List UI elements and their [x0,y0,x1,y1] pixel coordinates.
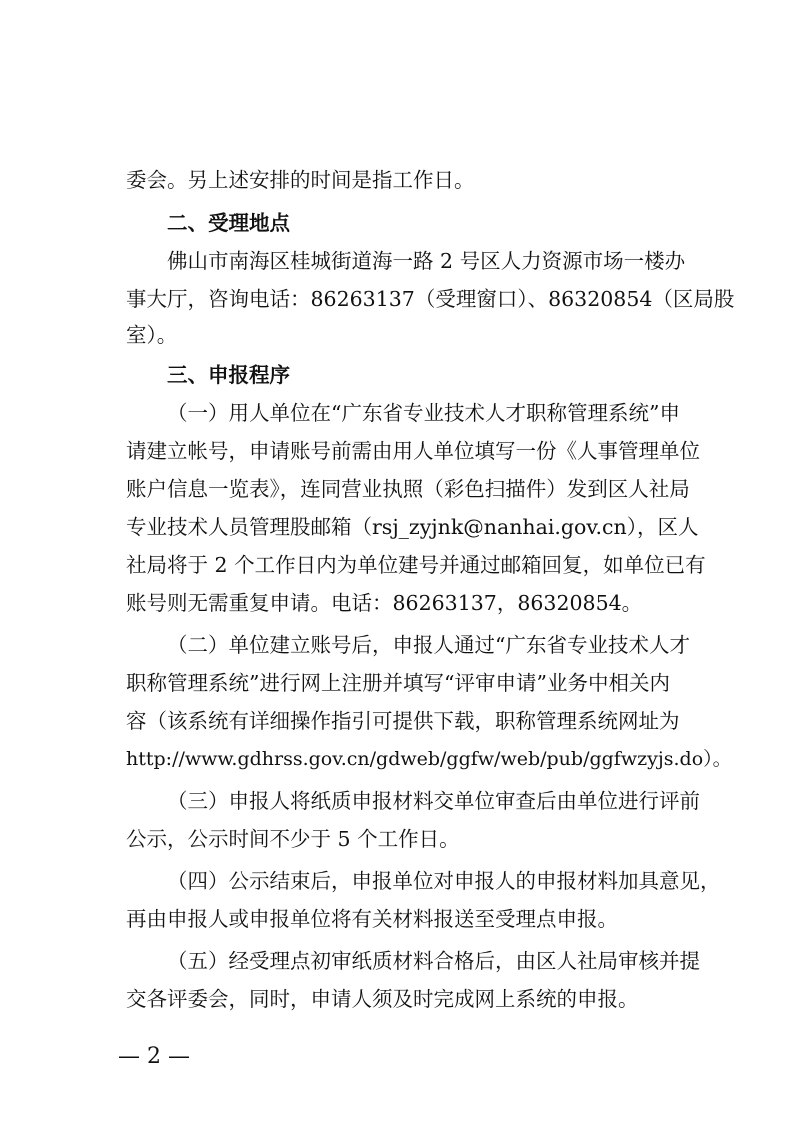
paragraph-line-phone: 账号则无需重复申请。电话：86263137，86320854。 [126,591,643,615]
paragraph-line: 容（该系统有详细操作指引可提供下载，职称管理系统网址为 [126,709,680,733]
section-heading-location: 二、受理地点 [167,211,290,235]
paragraph-line: （五）经受理点初审纸质材料合格后，由区人社局审核并提 [167,949,700,973]
section-heading-procedure: 三、申报程序 [167,363,290,387]
paragraph-line: （三）申报人将纸质申报材料交单位审查后由单位进行评前 [167,789,700,813]
paragraph-line-email: 专业技术人员管理股邮箱（rsj_zyjnk@nanhai.gov.cn），区人 [126,515,699,539]
paragraph-line: 职称管理系统”进行网上注册并填写“评审申请”业务中相关内 [126,671,670,695]
paragraph-line: 再由申报人或申报单位将有关材料报送至受理点申报。 [126,907,618,931]
paragraph-line: 委会。另上述安排的时间是指工作日。 [126,168,475,192]
paragraph-line: （二）单位建立账号后，申报人通过“广东省专业技术人才 [167,633,690,657]
paragraph-line: 公示，公示时间不少于 5 个工作日。 [126,827,460,851]
page-number: — 2 — [118,1044,190,1069]
paragraph-line: 佛山市南海区桂城街道海一路 2 号区人力资源市场一楼办 [167,249,686,273]
paragraph-line: 账户信息一览表》，连同营业执照（彩色扫描件）发到区人社局 [126,477,690,501]
paragraph-line: 交各评委会，同时，申请人须及时完成网上系统的申报。 [126,987,639,1011]
paragraph-line: 请建立帐号，申请账号前需由用人单位填写一份《人事管理单位 [126,439,700,463]
paragraph-line: （一）用人单位在“广东省专业技术人才职称管理系统”申 [167,401,680,425]
paragraph-line: 室）。 [126,323,178,347]
paragraph-line: 社局将于 2 个工作日内为单位建号并通过邮箱回复，如单位已有 [126,553,706,577]
paragraph-line: 事大厅，咨询电话：86263137（受理窗口）、86320854（区局股 [126,287,735,311]
paragraph-line: （四）公示结束后，申报单位对申报人的申报材料加具意见， [167,869,721,893]
paragraph-line-url: http://www.gdhrss.gov.cn/gdweb/ggfw/web/pub/ggfwzyjs.do）。 [126,748,732,770]
